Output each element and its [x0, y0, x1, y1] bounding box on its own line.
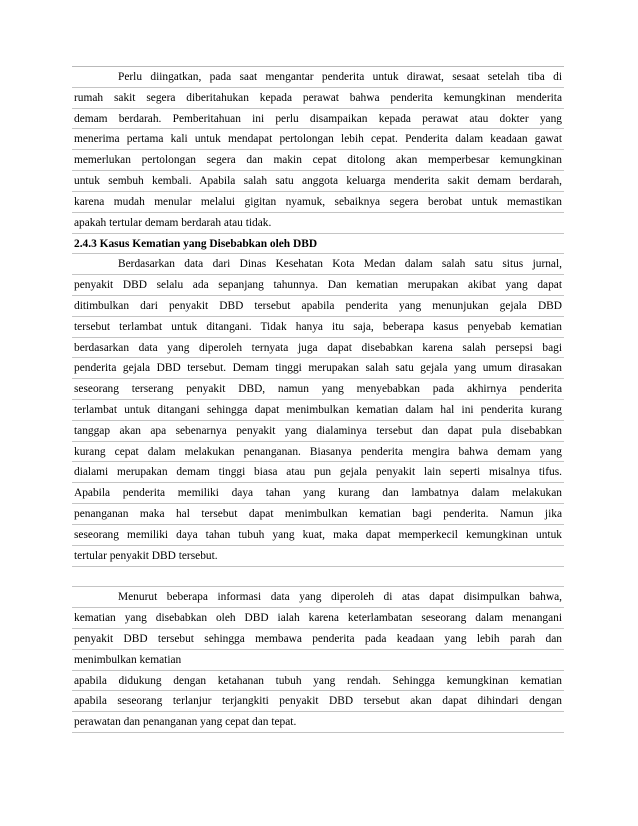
text-line: untuk sembuh kembali. Apabila salah satu anggota keluarga menderita sakit demam berdarah,: [72, 171, 564, 192]
text-line: penyakit DBD tersebut sehingga membawa penderita pada keadaan yang lebih parah dan: [72, 629, 564, 650]
text-line: penanganan maka hal tersebut dapat menimbulkan kematian bagi penderita. Namun jika: [72, 504, 564, 525]
text-line: seseorang terserang penyakit DBD, namun yang menyebabkan pada akhirnya penderita: [72, 379, 564, 400]
text-line: menerima pertama kali untuk mendapat pertolongan lebih cepat. Penderita dalam keadaan gawat: [72, 129, 564, 150]
text-line: tertular penyakit DBD tersebut.: [72, 546, 564, 567]
text-line: apabila didukung dengan ketahanan tubuh yang rendah. Sehingga kemungkinan kematian: [72, 671, 564, 692]
text-line: Menurut beberapa informasi data yang diperoleh di atas dapat disimpulkan bahwa,: [72, 587, 564, 608]
section-heading: 2.4.3 Kasus Kematian yang Disebabkan oleh DBD: [72, 234, 564, 255]
text-line: memerlukan pertolongan segera dan makin cepat ditolong akan memperbesar kemungkinan: [72, 150, 564, 171]
text-line: penyakit DBD selalu ada sepanjang tahunnya. Dan kematian merupakan akibat yang dapat: [72, 275, 564, 296]
blank-line: [72, 567, 564, 588]
text-line: kurang cepat dalam melakukan penanganan. Biasanya penderita mengira bahwa demam yang: [72, 442, 564, 463]
text-line: penderita gejala DBD tersebut. Demam tinggi merupakan salah satu gejala yang umum dirasakan: [72, 358, 564, 379]
text-line: berdasarkan data yang diperoleh ternyata juga dapat disebabkan karena salah persepsi bagi: [72, 338, 564, 359]
text-line: demam berdarah. Pemberitahuan ini perlu disampaikan kepada perawat atau dokter yang: [72, 109, 564, 130]
text-line: terlambat untuk ditangani sehingga dapat menimbulkan kematian dalam hal ini penderita kurang: [72, 400, 564, 421]
text-line: apabila seseorang terlanjur terjangkiti penyakit DBD tersebut akan dapat dihindari dengan: [72, 691, 564, 712]
text-line: ditimbulkan dari penyakit DBD tersebut apabila penderita yang menunjukan gejala DBD: [72, 296, 564, 317]
text-line: Perlu diingatkan, pada saat mengantar penderita untuk dirawat, sesaat setelah tiba di: [72, 67, 564, 88]
text-line: karena mudah menular melalui gigitan nyamuk, sebaiknya segera berobat untuk memastikan: [72, 192, 564, 213]
text-line: menimbulkan kematian: [72, 650, 564, 671]
text-line: rumah sakit segera diberitahukan kepada perawat bahwa penderita kemungkinan menderita: [72, 88, 564, 109]
text-line: perawatan dan penanganan yang cepat dan tepat.: [72, 712, 564, 733]
text-line: apakah tertular demam berdarah atau tidak.: [72, 213, 564, 234]
document-body: [72, 66, 564, 733]
text-line: Apabila penderita memiliki daya tahan yang kurang dan lambatnya dalam melakukan: [72, 483, 564, 504]
text-line: Berdasarkan data dari Dinas Kesehatan Kota Medan dalam salah satu situs jurnal,: [72, 254, 564, 275]
text-line: tanggap akan apa sebenarnya penyakit yang dialaminya tersebut dan dapat pula disebabkan: [72, 421, 564, 442]
text-line: tersebut terlambat untuk ditangani. Tidak hanya itu saja, beberapa kasus penyebab kematian: [72, 317, 564, 338]
text-line: dialami merupakan demam tinggi biasa atau pun gejala penyakit lain seperti misalnya tifus.: [72, 462, 564, 483]
text-line: kematian yang disebabkan oleh DBD ialah karena keterlambatan seseorang dalam menangani: [72, 608, 564, 629]
text-line: seseorang memiliki daya tahan tubuh yang kuat, maka dapat memperkecil kemungkinan untuk: [72, 525, 564, 546]
